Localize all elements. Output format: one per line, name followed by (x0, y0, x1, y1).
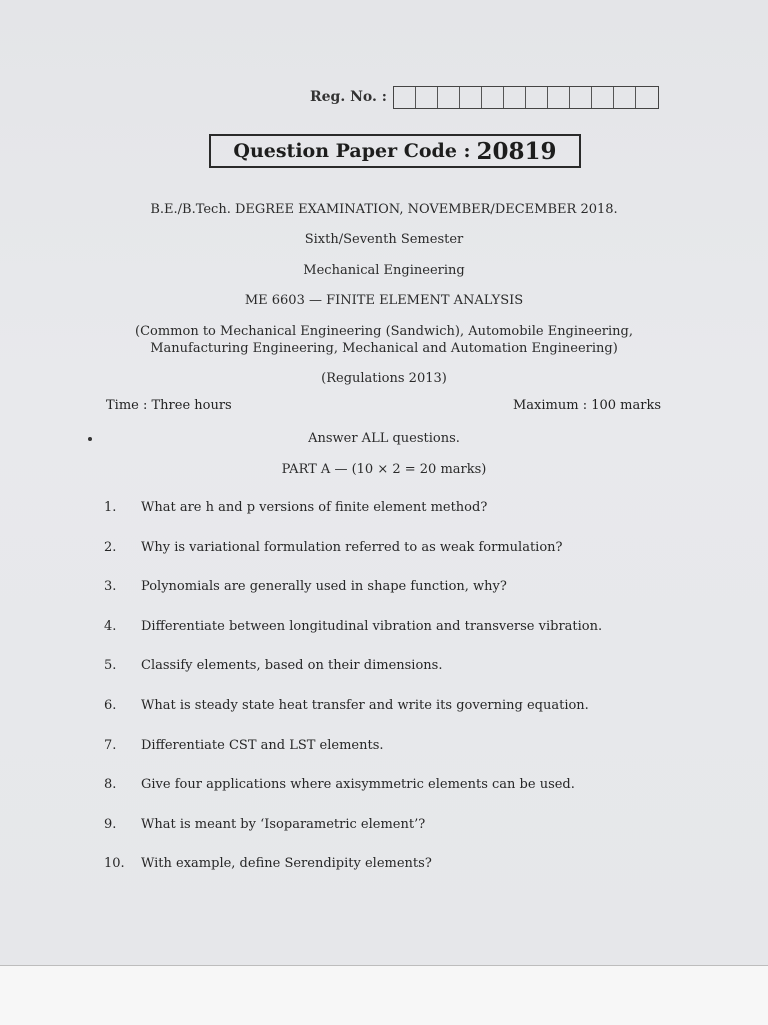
reg-no-box (504, 87, 526, 108)
question-number: 8. (104, 777, 117, 793)
reg-no-box (614, 87, 636, 108)
reg-no-box (548, 87, 570, 108)
question-item (104, 777, 575, 792)
reg-no-boxes (393, 86, 659, 109)
reg-no-box (394, 87, 416, 108)
reg-no-box (482, 87, 504, 108)
subject-title: ME 6603 — FINITE ELEMENT ANALYSIS (244, 293, 524, 308)
reg-no-box (460, 87, 482, 108)
reg-no-box (416, 87, 438, 108)
question-text: What is steady state heat transfer and write its governing equation. (141, 698, 589, 713)
question-number: 4. (104, 618, 117, 634)
common-to-line-2: Manufacturing Engineering, Mechanical and Automation Engineering) (150, 341, 618, 356)
question-text: Give four applications where axisymmetric elements can be used. (141, 777, 575, 793)
question-paper-code (209, 134, 581, 168)
question-number: 2. (104, 539, 117, 555)
question-item (104, 579, 507, 594)
question-item (104, 698, 589, 713)
question-item (104, 738, 384, 753)
qpc-label: Question Paper Code : (233, 140, 471, 162)
scan-background (0, 965, 768, 1025)
department: Mechanical Engineering (303, 263, 465, 278)
question-item (104, 658, 442, 673)
reg-no-box (570, 87, 592, 108)
question-text: Differentiate between longitudinal vibration and transverse vibration. (141, 618, 603, 634)
question-text: What are h and p versions of finite element method? (141, 500, 488, 515)
question-item (104, 817, 425, 832)
question-text: What is meant by ‘Isoparametric element’? (141, 816, 426, 832)
reg-no-box (438, 87, 460, 108)
question-item (104, 500, 487, 515)
question-item (104, 856, 432, 871)
registration-number (310, 86, 659, 108)
question-item (104, 619, 602, 634)
question-number: 6. (104, 698, 117, 713)
time-allowed: Time : Three hours (106, 398, 232, 413)
part-heading: PART A — (10 × 2 = 20 marks) (281, 462, 487, 477)
question-number: 7. (104, 737, 117, 753)
reg-no-box (636, 87, 658, 108)
question-text: With example, define Serendipity elements? (141, 856, 432, 872)
ink-speck (88, 437, 92, 441)
question-number: 10. (104, 856, 125, 872)
instruction: Answer ALL questions. (308, 431, 460, 446)
reg-no-box (526, 87, 548, 108)
question-text: Classify elements, based on their dimensions. (141, 658, 443, 674)
regulations: (Regulations 2013) (321, 371, 447, 386)
question-number: 1. (104, 500, 117, 515)
question-text: Polynomials are generally used in shape function, why? (141, 579, 507, 595)
question-number: 9. (104, 816, 117, 832)
question-text: Differentiate CST and LST elements. (141, 737, 384, 753)
common-to-line-1: (Common to Mechanical Engineering (Sandwich), Automobile Engineering, (135, 324, 633, 339)
qpc-value: 20819 (476, 137, 557, 165)
question-number: 3. (104, 579, 117, 595)
question-number: 5. (104, 658, 117, 674)
maximum-marks: Maximum : 100 marks (512, 398, 661, 413)
question-item (104, 540, 563, 555)
semester: Sixth/Seventh Semester (304, 232, 464, 247)
exam-title: B.E./B.Tech. DEGREE EXAMINATION, NOVEMBER/DECEMBER 2018. (150, 202, 618, 217)
reg-no-box (592, 87, 614, 108)
reg-no-label: Reg. No. : (310, 89, 387, 105)
question-text: Why is variational formulation referred to as weak formulation? (141, 539, 563, 555)
